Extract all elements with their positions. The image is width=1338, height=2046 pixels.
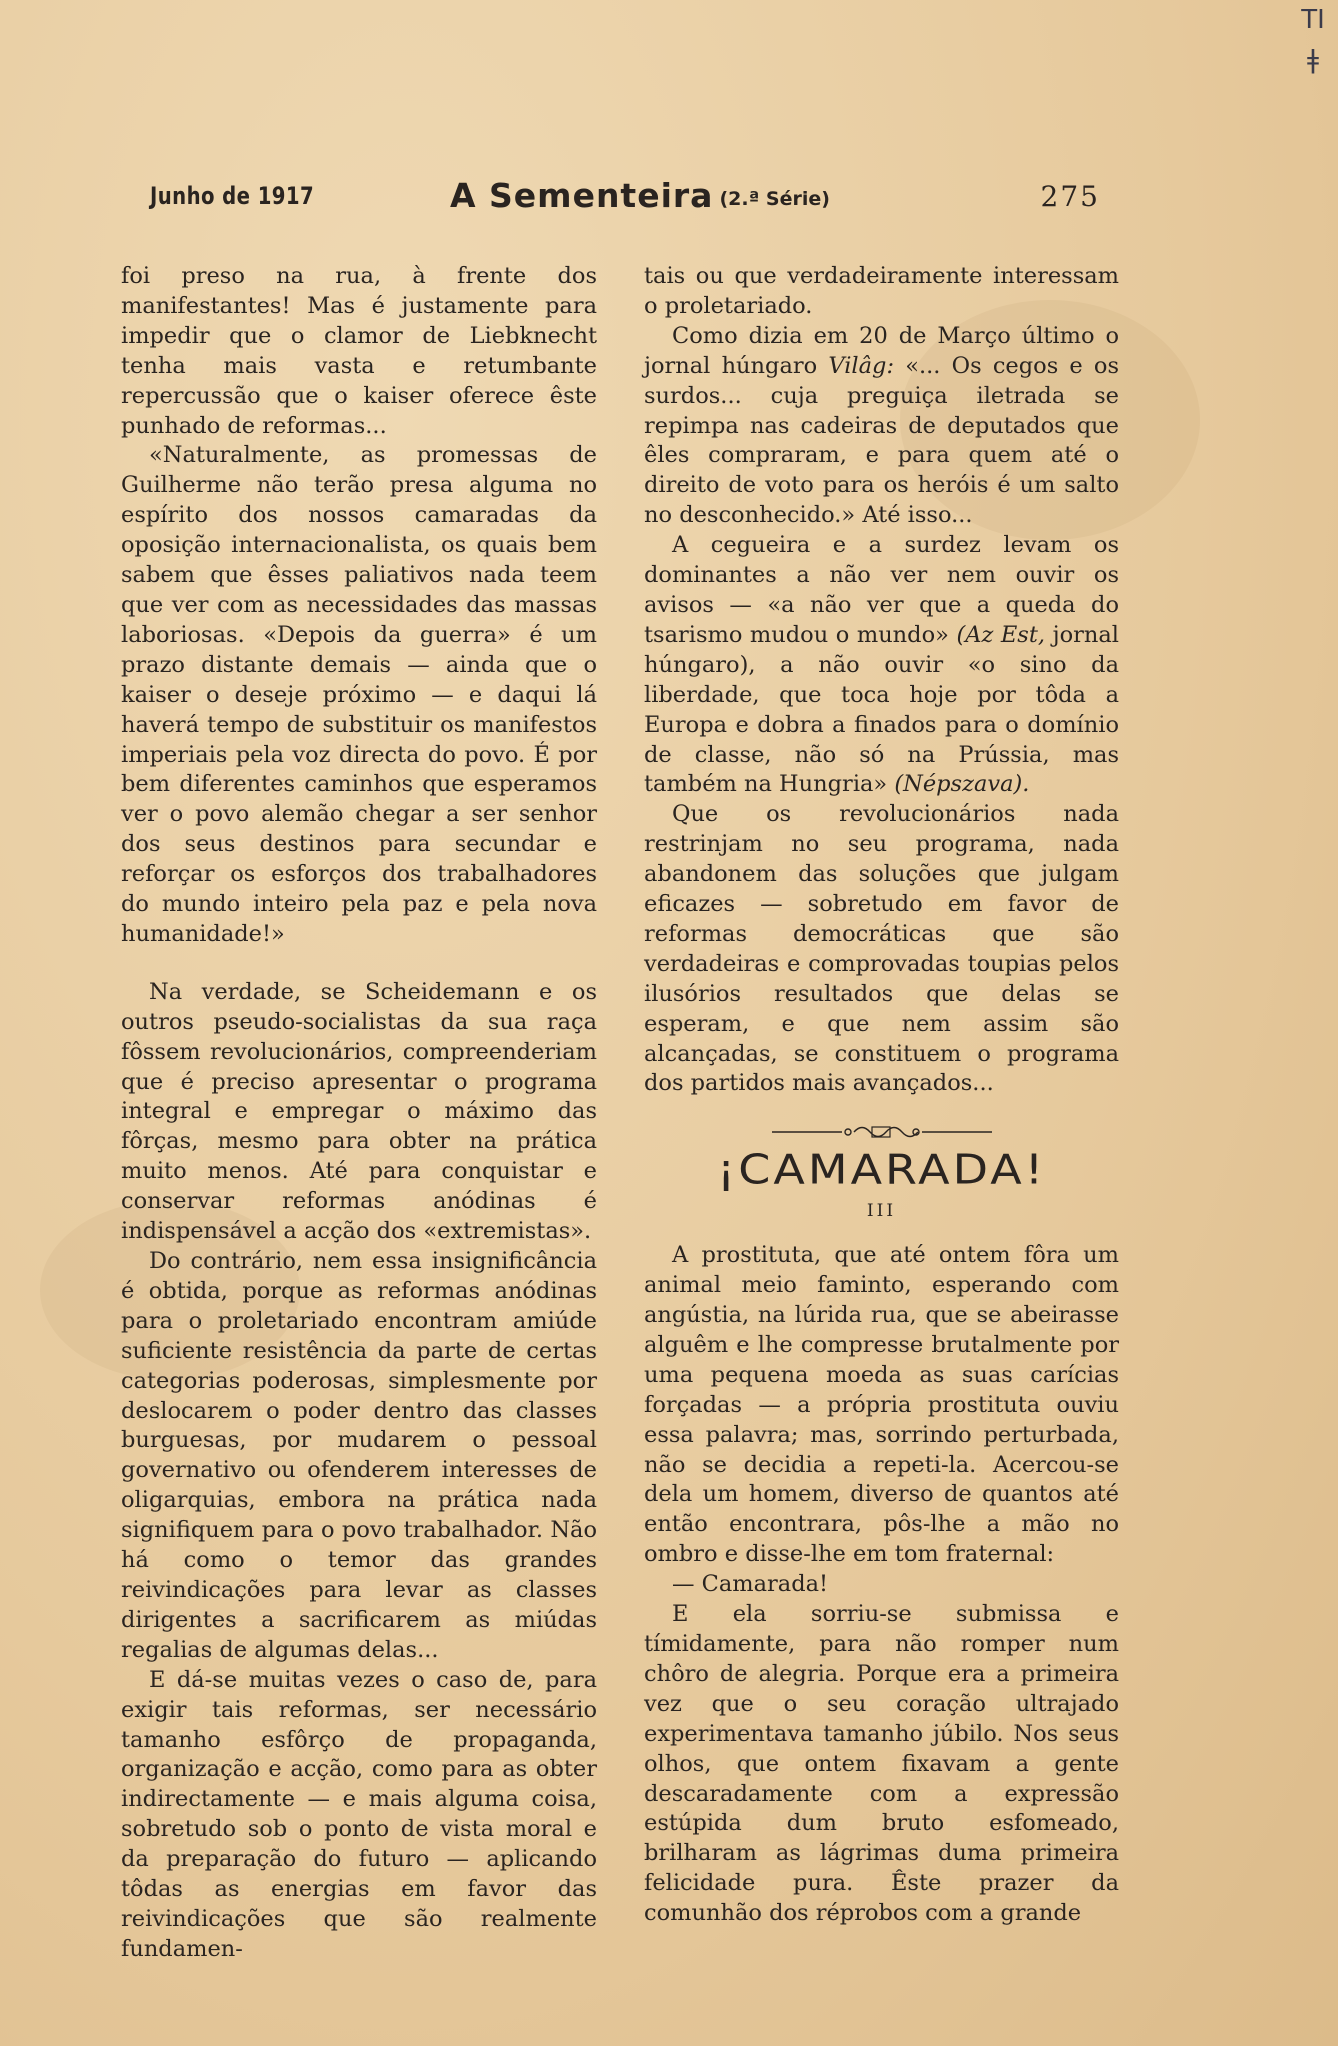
page-header xyxy=(150,176,1100,222)
paragraph: foi preso na rua, à frente dos manifestantes! Mas é justamente para impedir que o clamor de Liebknecht tenha mais vasta e retumbante repercussão que o kaiser oferece êste punhado de reformas... xyxy=(121,263,597,439)
article-heading: ¡CAMARADA! xyxy=(716,1145,1047,1194)
page-number: 275 xyxy=(1040,180,1100,213)
paragraph: tais ou que verdadeiramente interessam o proletariado. xyxy=(644,263,1119,319)
paragraph: Do contrário, nem essa insignificância é obtida, porque as reformas anódinas para o proletariado encontram amiúde suficiente resistência da parte de certas categorias poderosas, simplesmente por deslocarem o poder dentro das classes burguesas, por mudarem o pessoal governativo ou ofenderem interesses de oligarquias, embora na prática nada signifiquem para o povo trabalhador. Não há como o temor das grandes reivindicações para levar as classes dirigentes a sacrificarem as miúdas regalias de algumas delas... xyxy=(121,1248,597,1663)
paragraph: Na verdade, se Scheidemann e os outros pseudo-socialistas da sua raça fôssem revolucionários, compreenderiam que é preciso apresentar o programa integral e empregar o máximo das fôrças, mesmo para obter na prática muito menos. Até para conquistar e conservar reformas anódinas é indispensável a acção dos «extremistas». xyxy=(121,978,597,1245)
margin-mark xyxy=(1298,0,1328,80)
paragraph: E dá-se muitas vezes o caso de, para exigir tais reformas, ser necessário tamanho esfôrço de propaganda, organização e acção, como para as obter indirectamente — e mais alguma coisa, sobretudo sob o ponto de vista moral e da preparação do futuro — aplicando tôdas as energias em favor das reivindicações que são realmente fundamen- xyxy=(121,1666,597,1962)
section-number: III xyxy=(866,1201,897,1222)
paragraph: «Naturalmente, as promessas de Guilherme não terão presa alguma no espírito dos nossos camaradas da oposição internacionalista, os quais bem sabem que êsses paliativos nada teem que ver com as necessidades das massas laboriosas. «Depois da guerra» é um prazo distante demais — ainda que o kaiser o deseje próximo — e daqui lá haverá tempo de substituir os manifestos imperiais pela voz directa do povo. É por bem diferentes caminhos que esperamos ver o povo alemão chegar a ser senhor dos seus destinos para secundar e reforçar os esforços dos trabalhadores do mundo inteiro pela paz e pela nova humanidade!» xyxy=(121,442,597,947)
right-column xyxy=(644,262,1119,1929)
paragraph: E ela sorriu-se submissa e tímidamente, para não romper num chôro de alegria. Porque era a primeira vez que o seu coração ultrajado experimentava tamanho júbilo. Nos seus olhos, que ontem fixavam a gente descaradamente com a expressão estúpida dum bruto esfomeado, brilharam as lágrimas duma primeira felicidade pura. Êste prazer da comunhão dos réprobos com a grande xyxy=(644,1601,1119,1927)
text-run: Como dizia em 20 de Março último o jornal húngaro xyxy=(644,322,1119,379)
text-run: A cegueira e a surdez levam os dominantes a não ver nem ouvir os avisos — «a não ver que a queda do tsarismo mudou o mundo» xyxy=(644,532,1119,648)
series-label: (2.ª Série) xyxy=(719,188,830,210)
newspaper-name: Vilâg: xyxy=(828,352,895,379)
newspaper-name: (Népszava). xyxy=(894,771,1030,798)
paragraph: — Camarada! xyxy=(672,1571,829,1598)
paragraph: Que os revolucionários nada restrinjam no seu programa, nada abandonem das soluções que julgam eficazes — sobretudo em favor de reformas democráticas que são verdadeiras e comprovadas toupias pelos ilusórios resultados que delas se esperam, e que nem assim são alcançadas, se constituem o programa dos partidos mais avançados... xyxy=(644,801,1119,1097)
paragraph: A prostituta, que até ontem fôra um animal meio faminto, esperando com angústia, na lúrida rua, que se abeirasse alguêm e lhe compresse brutalmente por uma pequena moeda as suas carícias forçadas — a própria prostituta ouviu essa palavra; mas, sorrindo perturbada, não se decidia a repeti-la. Acercou-se dela um homem, diverso de quantos até então encontrara, pôs-lhe a mão no ombro e disse-lhe em tom fraternal: xyxy=(644,1242,1119,1568)
newspaper-name: (Az Est, xyxy=(956,621,1046,648)
left-column xyxy=(121,262,597,1965)
text-run: jornal húngaro), a não ouvir «o sino da liberdade, que toca hoje por tôda a Europa e dobra a finados para o domínio de classe, não só na Prússia, mas também na Hungria» xyxy=(644,621,1120,798)
text-run: «... Os cegos e os surdos... cuja preguiça iletrada se repimpa nas cadeiras de deputados que êles compraram, e para quem até o direito de voto para os heróis é um salto no desconhecido.» Até isso... xyxy=(644,352,1120,529)
paragraph xyxy=(644,531,1119,800)
ornament-divider-icon xyxy=(772,1123,992,1141)
publication-name: A Sementeira xyxy=(450,176,714,215)
margin-mark-line: TI xyxy=(1301,5,1325,35)
paragraph xyxy=(644,322,1119,531)
issue-date: Junho de 1917 xyxy=(150,182,315,210)
margin-mark-line: ǂ xyxy=(1307,45,1319,75)
publication-title xyxy=(450,176,830,215)
